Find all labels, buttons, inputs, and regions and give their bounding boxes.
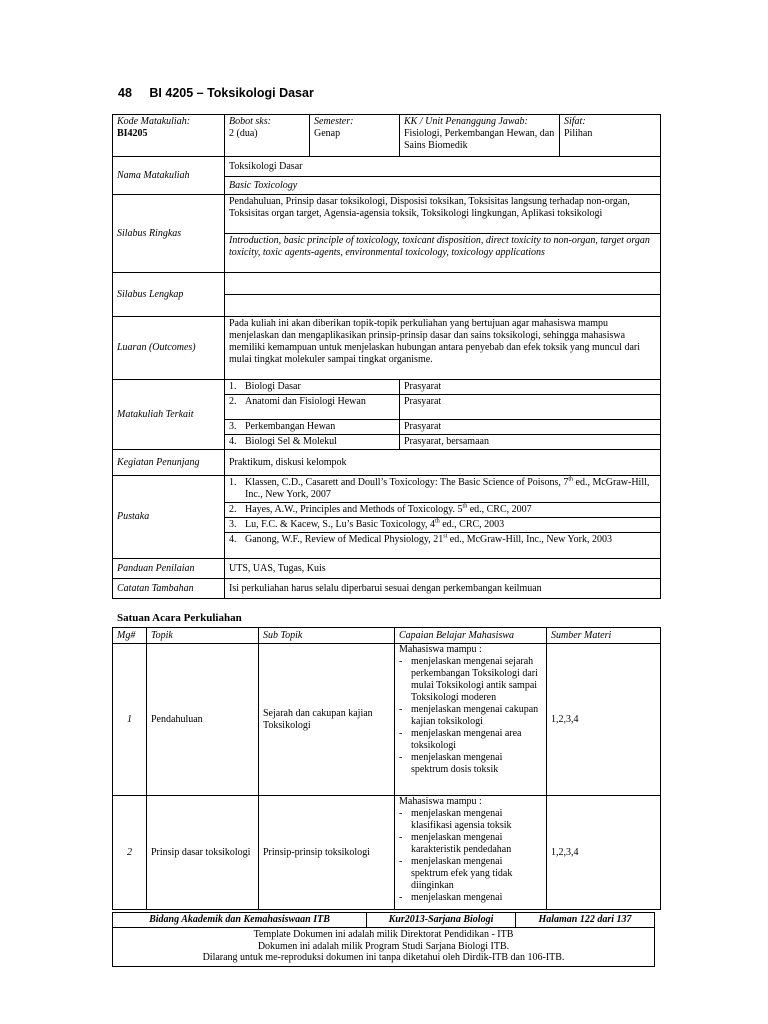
terkait-status: Prasyarat, bersamaan [400,435,661,450]
page-footer [112,912,655,967]
bobot-value: 2 (dua) [229,128,258,139]
course-title: BI 4205 – Toksikologi Dasar [149,86,314,100]
panduan-label: Panduan Penilaian [113,559,225,579]
list-item: - menjelaskan mengenai cakupan kajian toksikologi [399,704,539,727]
kk-cell [400,115,560,157]
pustaka-no: 1. [229,477,237,488]
capaian-intro: Mahasiswa mampu : [399,796,482,807]
pustaka-item [225,476,661,503]
silabus-lengkap-id [225,273,661,295]
sap-sumber: 1,2,3,4 [547,796,661,910]
list-item: - menjelaskan mengenai spektrum dosis toksik [399,752,503,775]
pustaka-item [225,533,661,559]
silabus-lengkap-label: Silabus Lengkap [113,273,225,317]
footer-line: Dilarang untuk me-reproduksi dokumen ini tanpa diketahui oleh Dirdik-ITB dan 106-ITB. [202,952,565,963]
table-row [113,796,661,910]
capaian-intro: Mahasiswa mampu : [399,644,482,655]
kegiatan-label: Kegiatan Penunjang [113,450,225,476]
page-title [118,86,314,100]
terkait-no: 1. [229,381,237,392]
catatan-value: Isi perkuliahan harus selalu diperbarui sesuai dengan perkembangan keilmuan [225,579,661,599]
semester-label: Semester: [314,116,354,127]
list-item: - menjelaskan mengenai karakteristik pendedahan [399,832,512,855]
footer-line: Dokumen ini adalah milik Program Studi Sarjana Biologi ITB. [257,940,510,952]
terkait-name: Anatomi dan Fisiologi Hewan [245,396,366,407]
terkait-no: 4. [229,436,237,447]
catatan-label: Catatan Tambahan [113,579,225,599]
list-item: - menjelaskan mengenai [399,892,503,903]
table-row [113,644,661,796]
footer-notice [112,928,655,967]
silabus-ringkas-en: Introduction, basic principle of toxicology, toxicant disposition, direct toxicity to non-organ, target organ toxicity, toxic agents-agents, environmental toxicology, toxicology applications [225,234,661,273]
kode-value: BI4205 [117,128,148,139]
terkait-item [225,395,400,420]
pustaka-label: Pustaka [113,476,225,559]
nama-id: Toksikologi Dasar [225,157,661,177]
sap-header-mg: Mg# [113,628,147,644]
bobot-label: Bobot sks: [229,116,271,127]
terkait-no: 2. [229,396,237,407]
sifat-label: Sifat: [564,116,586,127]
panduan-value: UTS, UAS, Tugas, Kuis [225,559,661,579]
terkait-status: Prasyarat [400,420,661,435]
pustaka-item [225,503,661,518]
list-item: - menjelaskan mengenai spektrum efek yang tidak diinginkan [399,856,513,891]
silabus-ringkas-label: Silabus Ringkas [113,195,225,273]
luaran-label: Luaran (Outcomes) [113,317,225,380]
sap-mg: 1 [113,644,147,796]
pustaka-text: Lu, F.C. & Kacew, S., Lu’s Basic Toxicology, 4th ed., CRC, 2003 [245,518,505,530]
pustaka-text: Klassen, C.D., Casarett and Doull’s Toxicology: The Basic Science of Poisons, 7th ed., McGraw-Hill, Inc., New York, 2007 [245,476,650,500]
list-item: - menjelaskan mengenai klasifikasi agensia toksik [399,808,512,831]
terkait-name: Biologi Sel & Molekul [245,436,337,447]
luaran-text: Pada kuliah ini akan diberikan topik-topik perkuliahan yang bertujuan agar mahasiswa mampu menjelaskan dan mengaplikasikan prinsip-prinsip dasar dan sains toksikologi, sehingga mahasiswa memiliki kemampuan untuk menjelaskan hubungan antara penyebab dan efek toksik yang muncul dari mulai tingkat molekuler sampai tingkat organisme. [225,317,661,380]
sap-header-subtopik: Sub Topik [259,628,395,644]
sap-topik: Pendahuluan [147,644,259,796]
course-info-table [112,114,661,599]
pustaka-text: Ganong, W.F., Review of Medical Physiology, 21st ed., McGraw-Hill, Inc., New York, 2003 [245,533,612,545]
footer-department: Bidang Akademik dan Kemahasiswaan ITB [149,914,330,925]
semester-value: Genap [314,128,341,139]
kode-cell [113,115,225,157]
sifat-cell [560,115,661,157]
terkait-label: Matakuliah Terkait [113,380,225,450]
terkait-status: Prasyarat [400,380,661,395]
list-item: - menjelaskan mengenai sejarah perkembangan Toksikologi dari mulai Toksikologi antik sampai Toksikologi moderen [399,656,538,703]
terkait-item [225,380,400,395]
kegiatan-value: Praktikum, diskusi kelompok [225,450,661,476]
footer-line: Template Dokumen ini adalah milik Direktorat Pendidikan - ITB [253,929,514,940]
sap-capaian [395,644,547,796]
silabus-ringkas-id: Pendahuluan, Prinsip dasar toksikologi, Disposisi toksikan, Toksisitas langsung terhadap non-organ, Toksisitas organ target, Agensia-agensia toksik, Toksikologi lingkungan, Aplikasi toksikologi [225,195,661,234]
sifat-value: Pilihan [564,128,593,139]
terkait-name: Biologi Dasar [245,381,301,392]
sap-subtopik: Prinsip-prinsip toksikologi [259,796,395,910]
kode-label: Kode Matakuliah: [117,116,191,127]
bobot-cell [225,115,310,157]
terkait-item [225,420,400,435]
kk-label: KK / Unit Penanggung Jawab: [404,116,528,127]
pustaka-no: 2. [229,504,237,515]
kk-value: Fisiologi, Perkembangan Hewan, dan Sains Biomedik [404,128,555,151]
pustaka-item [225,518,661,533]
sap-capaian [395,796,547,910]
section-number: 48 [118,86,132,100]
sap-mg: 2 [113,796,147,910]
sap-header-sumber: Sumber Materi [547,628,661,644]
semester-cell [310,115,400,157]
silabus-lengkap-en [225,295,661,317]
terkait-status: Prasyarat [400,395,661,420]
sap-header-capaian: Capaian Belajar Mahasiswa [395,628,547,644]
terkait-item [225,435,400,450]
terkait-name: Perkembangan Hewan [245,421,336,432]
sap-header-topik: Topik [147,628,259,644]
terkait-no: 3. [229,421,237,432]
sap-title: Satuan Acara Perkuliahan [117,612,242,624]
pustaka-text: Hayes, A.W., Principles and Methods of Toxicology. 5th ed., CRC, 2007 [245,503,532,515]
nama-en: Basic Toxicology [225,177,661,195]
pustaka-no: 4. [229,534,237,545]
pustaka-no: 3. [229,519,237,530]
footer-curriculum: Kur2013-Sarjana Biologi [366,913,515,927]
list-item: - menjelaskan mengenai area toksikologi [399,728,522,751]
footer-page-number: Halaman 122 dari 137 [515,913,654,927]
sap-topik: Prinsip dasar toksikologi [147,796,259,910]
sap-table [112,627,661,910]
sap-sumber: 1,2,3,4 [547,644,661,796]
nama-label: Nama Matakuliah [113,157,225,195]
sap-subtopik: Sejarah dan cakupan kajian Toksikologi [259,644,395,796]
